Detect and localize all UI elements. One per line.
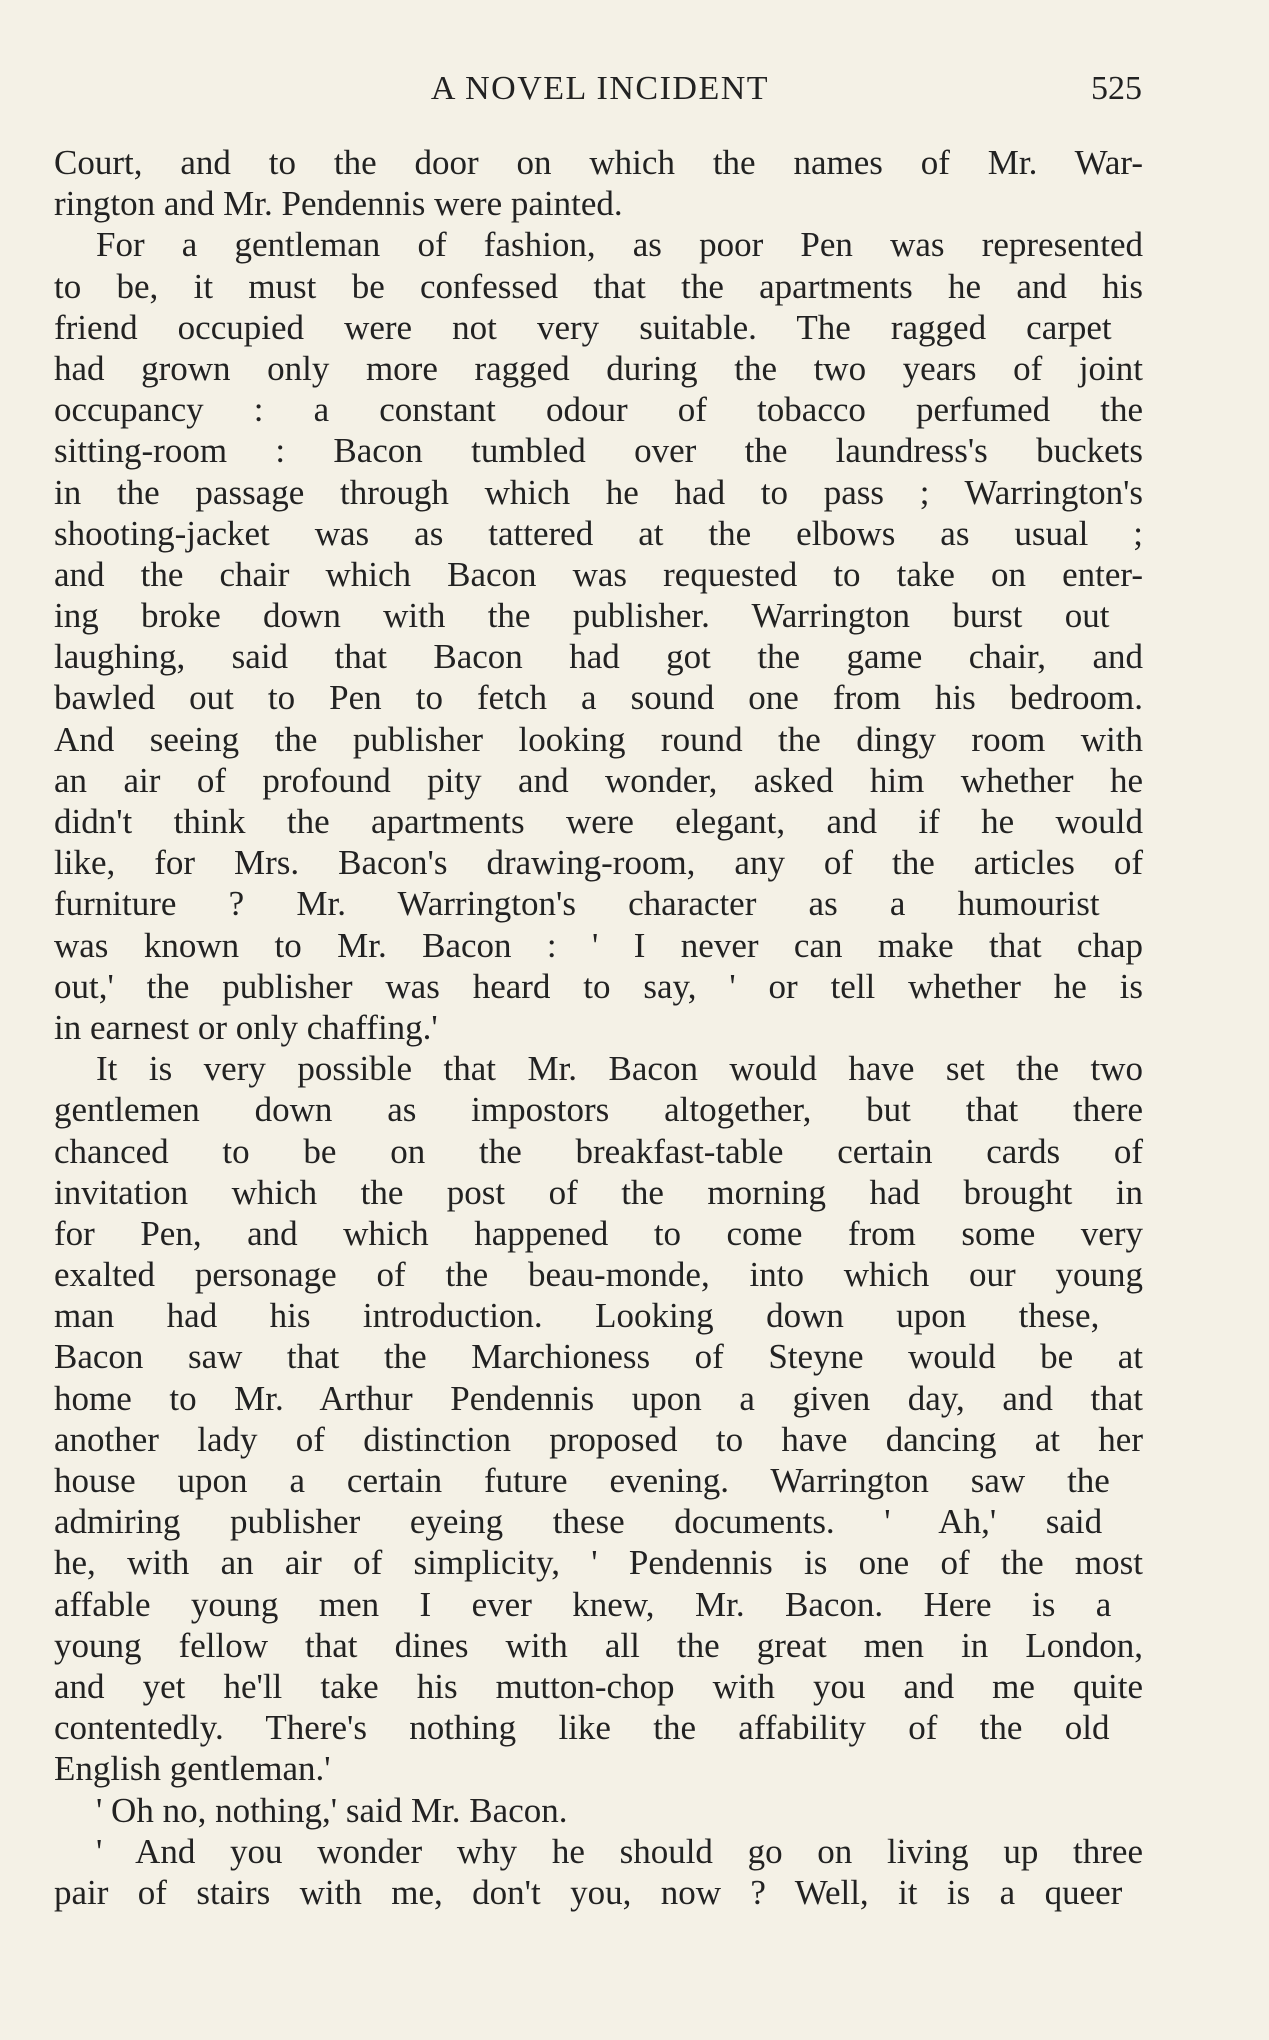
- text-line: [54, 1584, 1144, 1625]
- line-text: ' Oh no, nothing,' said Mr. Bacon.: [96, 1790, 568, 1830]
- text-line: [54, 1048, 1144, 1089]
- text-line: [54, 1666, 1144, 1707]
- text-line: [54, 307, 1144, 348]
- text-line: [54, 554, 1144, 595]
- text-line: [54, 472, 1144, 513]
- body-text: [54, 142, 1144, 1913]
- text-line: [54, 224, 1144, 265]
- line-text: invitation which the post of the morning had brought in: [54, 1172, 1143, 1212]
- line-text: house upon a certain future evening. Warrington saw the: [54, 1461, 1110, 1500]
- text-line: [54, 142, 1144, 183]
- line-text: exalted personage of the beau-monde, into which our young: [54, 1255, 1143, 1295]
- line-text: ing broke down with the publisher. Warrington burst out: [54, 596, 1110, 636]
- line-text: to be, it must be confessed that the apartments he and his: [54, 266, 1143, 306]
- text-line: [54, 1748, 1144, 1789]
- line-text: another lady of distinction proposed to have dancing at her: [54, 1419, 1143, 1459]
- running-head: A NOVEL INCIDENT: [430, 70, 770, 107]
- line-text: home to Mr. Arthur Pendennis upon a given day, and that: [54, 1378, 1143, 1418]
- line-text: occupancy : a constant odour of tobacco perfumed the: [54, 390, 1143, 430]
- text-line: [54, 513, 1144, 554]
- text-line: [54, 1295, 1144, 1336]
- text-line: [54, 1790, 1144, 1831]
- text-line: [54, 266, 1144, 307]
- line-text: had grown only more ragged during the two years of joint: [54, 348, 1143, 388]
- text-line: [54, 389, 1144, 430]
- text-line: [54, 925, 1144, 966]
- text-line: [54, 719, 1144, 760]
- text-line: [54, 966, 1144, 1007]
- line-text: didn't think the apartments were elegant, and if he would: [54, 802, 1143, 841]
- text-line: [54, 1419, 1144, 1460]
- line-text: admiring publisher eyeing these documents. ' Ah,' said: [54, 1502, 1103, 1542]
- line-text: man had his introduction. Looking down upon these,: [54, 1296, 1100, 1336]
- page-number: 525: [1091, 70, 1142, 107]
- text-line: [54, 883, 1144, 924]
- line-text: affable young men I ever knew, Mr. Bacon. Here is a: [54, 1584, 1112, 1624]
- text-line: [54, 1378, 1144, 1419]
- line-text: gentlemen down as impostors altogether, but that there: [54, 1090, 1143, 1130]
- line-text: out,' the publisher was heard to say, ' or tell whether he is: [54, 966, 1143, 1006]
- text-line: [54, 1872, 1144, 1913]
- line-text: laughing, said that Bacon had got the game chair, and: [54, 637, 1143, 677]
- line-text: chanced to be on the breakfast-table certain cards of: [54, 1131, 1143, 1171]
- text-line: [54, 636, 1144, 677]
- text-line: [54, 1831, 1144, 1872]
- line-text: sitting-room : Bacon tumbled over the laundress's buckets: [54, 431, 1143, 471]
- text-line: [54, 1007, 1144, 1048]
- text-line: [54, 1213, 1144, 1254]
- text-line: [54, 1707, 1144, 1748]
- line-text: English gentleman.': [54, 1749, 331, 1789]
- text-line: [54, 1254, 1144, 1295]
- text-line: [54, 1460, 1144, 1501]
- text-line: [54, 1089, 1144, 1130]
- line-text: in the passage through which he had to pass ; Warrington's: [54, 472, 1143, 512]
- text-line: [54, 595, 1144, 636]
- page-header: [58, 64, 1142, 114]
- line-text: pair of stairs with me, don't you, now ? Well, it is a queer: [54, 1872, 1123, 1912]
- text-line: [54, 760, 1144, 801]
- line-text: and the chair which Bacon was requested to take on enter-: [54, 554, 1143, 594]
- line-text: ' And you wonder why he should go on living up three: [96, 1831, 1143, 1871]
- text-line: [54, 677, 1144, 718]
- line-text: It is very possible that Mr. Bacon would have set the two: [96, 1049, 1143, 1089]
- line-text: rington and Mr. Pendennis were painted.: [54, 184, 623, 224]
- line-text: And seeing the publisher looking round the dingy room with: [54, 719, 1143, 759]
- line-text: he, with an air of simplicity, ' Pendennis is one of the most: [54, 1543, 1143, 1583]
- line-text: bawled out to Pen to fetch a sound one from his bedroom.: [54, 678, 1143, 718]
- line-text: in earnest or only chaffing.': [54, 1007, 438, 1047]
- text-line: [54, 1501, 1144, 1542]
- line-text: furniture ? Mr. Warrington's character as a humourist: [54, 884, 1100, 924]
- text-line: [54, 1131, 1144, 1172]
- text-line: [54, 1172, 1144, 1213]
- text-line: [54, 1542, 1144, 1583]
- line-text: was known to Mr. Bacon : ' I never can make that chap: [54, 925, 1144, 965]
- line-text: Court, and to the door on which the names of Mr. War-: [54, 143, 1143, 182]
- line-text: and yet he'll take his mutton-chop with you and me quite: [54, 1666, 1143, 1706]
- text-line: [54, 842, 1144, 883]
- text-line: [54, 1625, 1144, 1666]
- line-text: contentedly. There's nothing like the affability of the old: [54, 1708, 1110, 1748]
- text-line: [54, 801, 1144, 842]
- line-text: an air of profound pity and wonder, asked him whether he: [54, 760, 1143, 800]
- text-line: [54, 1336, 1144, 1377]
- line-text: young fellow that dines with all the great men in London,: [54, 1625, 1143, 1665]
- text-line: [54, 348, 1144, 389]
- line-text: like, for Mrs. Bacon's drawing-room, any of the articles of: [54, 843, 1143, 883]
- line-text: For a gentleman of fashion, as poor Pen was represented: [96, 225, 1143, 265]
- line-text: Bacon saw that the Marchioness of Steyne would be at: [54, 1337, 1143, 1377]
- text-line: [54, 430, 1144, 471]
- line-text: shooting-jacket was as tattered at the elbows as usual ;: [54, 513, 1143, 553]
- line-text: friend occupied were not very suitable. The ragged carpet: [54, 307, 1112, 347]
- line-text: for Pen, and which happened to come from some very: [54, 1213, 1143, 1253]
- text-line: [54, 183, 1144, 224]
